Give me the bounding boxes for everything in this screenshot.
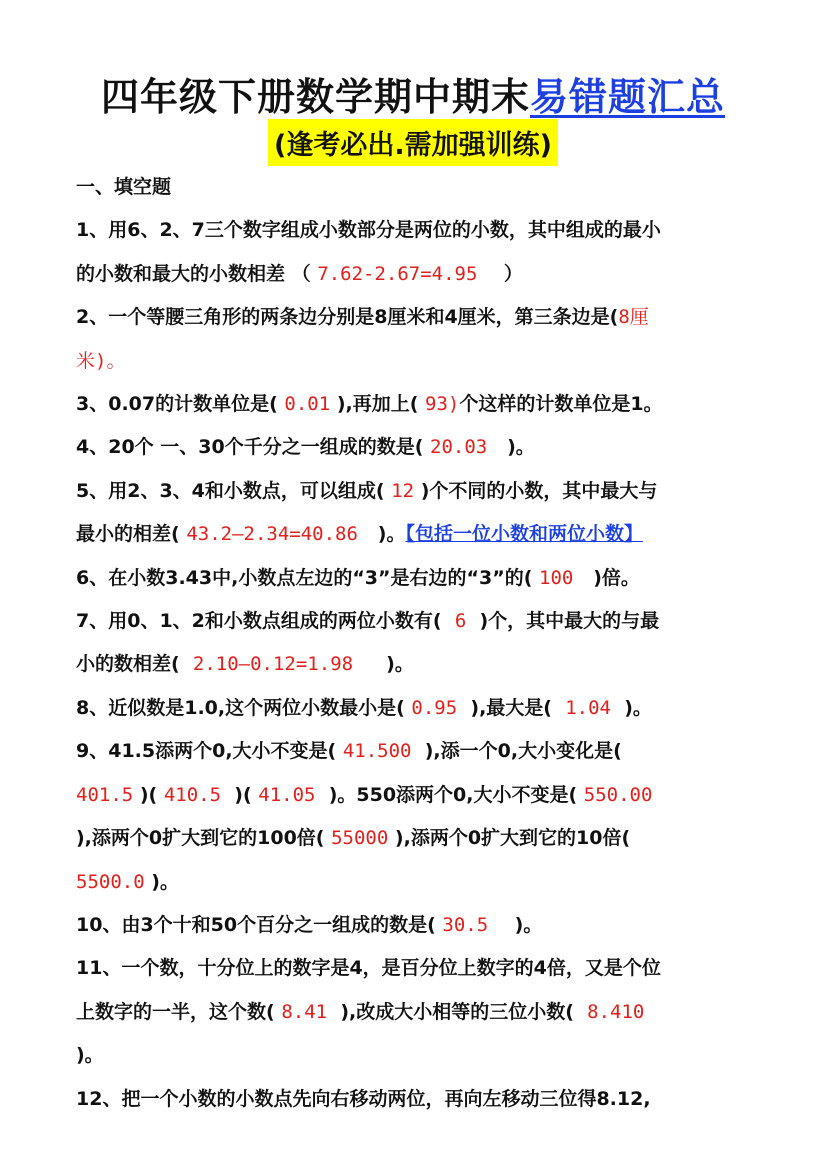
q7-line2-post: )。 — [386, 653, 414, 676]
section-heading: 一、填空题 — [76, 176, 172, 198]
q8-line — [76, 687, 766, 730]
q1-line1: 1、用6、2、7三个数字组成小数部分是两位的小数，其中组成的最小 — [76, 219, 661, 242]
q11-line3: )。 — [76, 1044, 104, 1067]
q9-line3-post: ),添两个0扩大到它的10倍( — [394, 827, 631, 850]
page-title — [0, 66, 826, 121]
q9-line1 — [76, 730, 766, 773]
q9-line1-post: ),添一个0,大小变化是( — [424, 740, 622, 763]
q9-answer-4: 41.05 — [258, 783, 316, 806]
q9-sep2: )( — [234, 783, 252, 806]
q9-line2-mid: )。550添两个0,大小不变是( — [328, 783, 578, 806]
q2-line1 — [76, 296, 766, 339]
q9-answer-7: 5500.0 — [76, 870, 145, 893]
q4-line — [76, 426, 766, 469]
q7-line1 — [76, 600, 766, 643]
q4-answer: 20.03 — [430, 436, 488, 459]
q11-line1: 11、一个数，十分位上的数字是4，是百分位上数字的4倍，又是个位 — [76, 957, 661, 980]
q7-line2 — [76, 643, 766, 686]
q9-answer-3: 410.5 — [163, 783, 222, 806]
q5-line2-text: 最小的相差( — [76, 523, 180, 546]
q11-text: 上数字的一半，这个数( — [76, 1000, 275, 1023]
q5-line1-post: )个不同的小数，其中最大与 — [420, 479, 658, 502]
q1-answer: 7.62-2.67=4.95 — [317, 262, 478, 285]
q9-answer-5: 550.00 — [583, 783, 653, 806]
q3-line — [76, 383, 766, 426]
q9-answer-6: 55000 — [331, 827, 389, 850]
q4-text: 4、20个 一、30个千分之一组成的数是( — [76, 436, 424, 459]
q10-line — [76, 904, 766, 947]
q11-answer-1: 8.41 — [281, 1000, 328, 1023]
q5-line1 — [76, 470, 766, 513]
q11-mid: ),改成大小相等的三位小数( — [340, 1000, 574, 1023]
q2-text: 2、一个等腰三角形的两条边分别是8厘米和4厘米，第三条边是( — [76, 306, 619, 329]
q4-post: )。 — [507, 436, 535, 459]
q9-line4 — [76, 861, 766, 904]
q7-answer-2: 2.10—0.12=1.98 — [192, 653, 354, 676]
q8-post: )。 — [624, 696, 652, 719]
q2-line2 — [76, 340, 766, 383]
q8-answer-1: 0.95 — [411, 696, 458, 719]
q3-text: 3、0.07的计数单位是( — [76, 393, 278, 416]
q1-line2 — [76, 253, 766, 296]
q5-line2 — [76, 513, 766, 556]
q6-line — [76, 557, 766, 600]
q7-answer-1: 6 — [454, 610, 467, 633]
q9-text: 9、41.5添两个0,大小不变是( — [76, 740, 337, 763]
q10-text: 10、由3个十和50个百分之一组成的数是( — [76, 913, 436, 936]
q2-answer-part1: 8厘 — [618, 306, 649, 329]
q10-answer: 30.5 — [442, 913, 489, 936]
q1-text: 的小数和最大的小数相差 （ — [76, 262, 311, 285]
q9-line2 — [76, 774, 766, 817]
subtitle-wrapper — [0, 119, 826, 166]
q3-answer-2: 93) — [425, 393, 460, 416]
q5-answer-2: 43.2—2.34=40.86 — [186, 523, 358, 546]
q9-sep1: )( — [139, 783, 158, 806]
title-highlight: 易错题汇总 — [530, 75, 726, 119]
q7-line1-post: )个，其中最大的与最 — [479, 610, 660, 633]
q7-line2-text: 小的数相差( — [76, 653, 180, 676]
q6-post: )倍。 — [593, 566, 640, 589]
q2-answer-part2: 米)。 — [76, 349, 126, 372]
q5-note: 【包括一位小数和两位小数】 — [405, 523, 643, 546]
q11-line2 — [76, 991, 766, 1034]
q7-text: 7、用0、1、2和小数点组成的两位小数有( — [76, 610, 442, 633]
q1-close: ） — [503, 262, 523, 285]
q8-mid: ),最大是( — [470, 696, 552, 719]
title-main: 四年级下册数学期中期末 — [100, 75, 530, 119]
q11-answer-2: 8.410 — [587, 1000, 645, 1023]
question-list — [76, 166, 766, 1121]
q5-answer-1: 12 — [391, 479, 415, 502]
q6-text: 6、在小数3.43中,小数点左边的“3”是右边的“3”的( — [76, 566, 533, 589]
q9-line3-text: ),添两个0扩大到它的100倍( — [76, 827, 325, 850]
q8-text: 8、近似数是1.0,这个两位小数最小是( — [76, 696, 405, 719]
q3-mid: ),再加上( — [336, 393, 419, 416]
subtitle-banner: (逢考必出.需加强训练) — [268, 119, 558, 166]
q3-post: 个这样的计数单位是1。 — [459, 393, 663, 416]
q9-answer-2: 401.5 — [76, 783, 134, 806]
q9-answer-1: 41.500 — [342, 740, 412, 763]
q10-post: )。 — [514, 913, 543, 936]
q9-line4-post: )。 — [151, 870, 179, 893]
q5-line2-post: )。 — [377, 523, 406, 546]
q9-line3 — [76, 817, 766, 860]
q3-answer-1: 0.01 — [284, 393, 331, 416]
q8-answer-2: 1.04 — [565, 696, 611, 719]
q5-text: 5、用2、3、4和小数点，可以组成( — [76, 479, 385, 502]
q6-answer: 100 — [539, 566, 574, 589]
q12-line1: 12、把一个小数的小数点先向右移动两位，再向左移动三位得8.12, — [76, 1087, 651, 1110]
